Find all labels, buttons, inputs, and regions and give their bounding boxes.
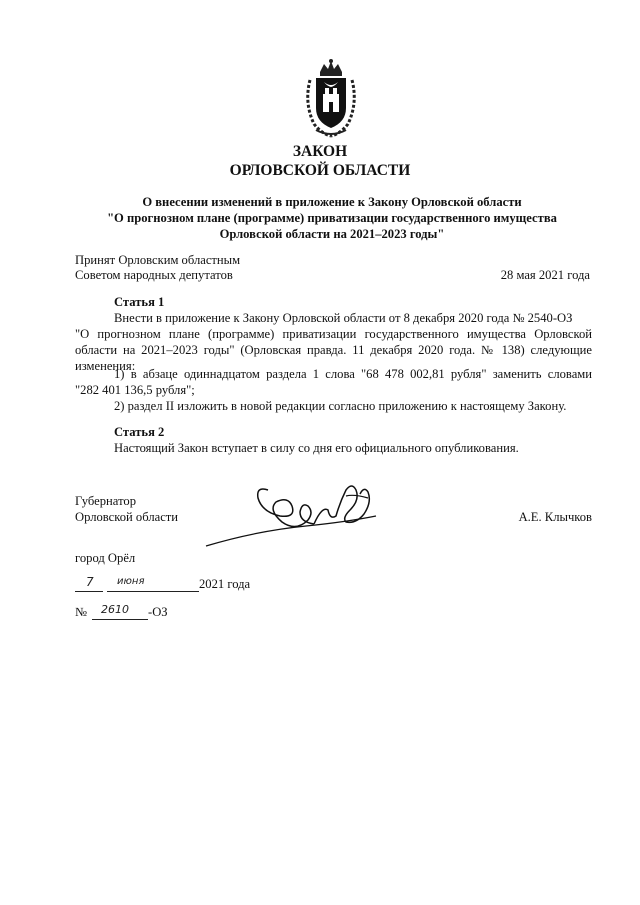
article1-item1-line1: 1) в абзаце одиннадцатом раздела 1 слова "68 478 002,81 рубля" заменить словами [114,367,592,381]
subtitle-line1: О внесении изменений в приложение к Закону Орловской области [142,195,522,209]
signing-day: 7 [86,575,94,589]
article1-line4: изменения: [75,359,136,373]
number-sign: № [75,605,88,619]
article1-item2: 2) раздел II изложить в новой редакции согласно приложению к настоящему Закону. [114,399,567,413]
article2-heading: Статья 2 [114,425,165,439]
handwritten-signature-icon [196,476,388,556]
signing-year: 2021 года [199,577,251,591]
adoption-line1: Принят Орловским областным [75,253,241,267]
number-suffix: -ОЗ [148,605,168,619]
city-label: город Орёл [75,551,136,565]
subtitle-line3: Орловской области на 2021–2023 годы" [219,227,445,241]
signing-month: июня [117,576,145,587]
article1-line3: области на 2021–2023 годы" (Орловская правда. 11 декабря 2020 года. № 138) следующие [75,343,592,357]
governor-position-line2: Орловской области [75,510,179,524]
article1-heading: Статья 1 [114,295,165,309]
article1-line2: "О прогнозном плане (программе) приватизации государственного имущества Орловской [75,327,592,341]
governor-position-line1: Губернатор [75,494,136,508]
coat-of-arms-icon [302,58,360,138]
document-title-line2: ОРЛОВСКОЙ ОБЛАСТИ [229,162,411,179]
adoption-line2: Советом народных депутатов [75,268,233,282]
adoption-date: 28 мая 2021 года [500,268,590,282]
law-number: 2610 [101,603,129,616]
governor-name: А.Е. Клычков [518,510,592,524]
subtitle-line2: "О прогнозном плане (программе) приватизации государственного имущества [107,211,557,225]
article1-line1: Внести в приложение к Закону Орловской области от 8 декабря 2020 года № 2540-ОЗ [114,311,573,325]
article2-text: Настоящий Закон вступает в силу со дня его официального опубликования. [114,441,519,455]
document-title-line1: ЗАКОН [292,143,348,160]
article1-item1-line2: "282 401 136,5 рубля"; [75,383,195,397]
